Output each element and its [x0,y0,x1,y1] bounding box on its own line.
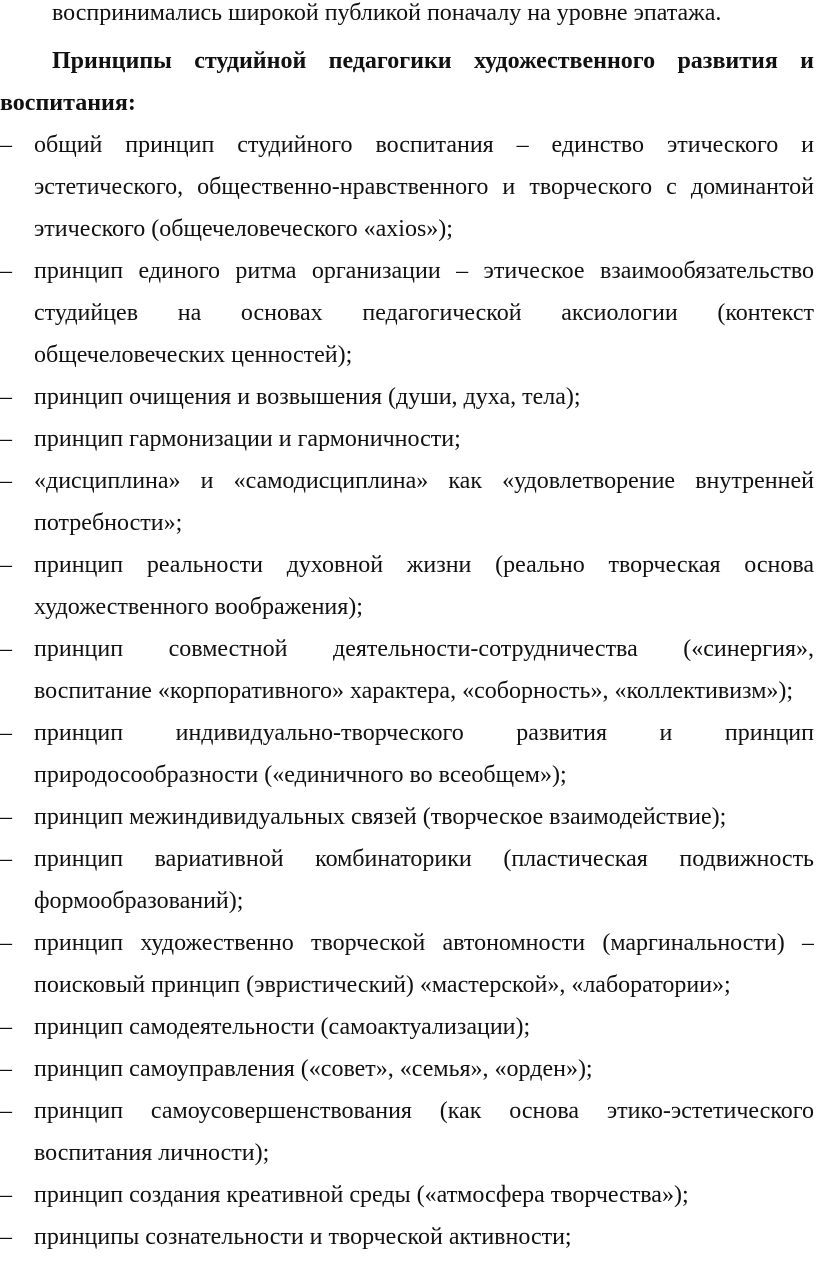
list-bullet-dash: – [0,1014,12,1040]
list-item [0,460,816,544]
list-bullet-dash: – [0,930,12,956]
list-item-line: принцип самоусовершенствования (как основа этико-эстетического [34,1098,814,1124]
section-heading-line-2: воспитания: [0,90,136,116]
list-item-line: воспитание «корпоративного» характера, «соборность», «коллективизм»); [34,678,794,704]
list-item-line: принцип реальности духовной жизни (реально творческая основа [34,552,814,578]
list-item-line: принцип самодеятельности (самоактуализации); [34,1014,531,1040]
list-bullet-dash: – [0,132,12,158]
list-item-line: принципы сознательности и творческой активности; [34,1224,572,1250]
list-item [0,418,816,460]
list-item-line: художественного воображения); [34,594,363,620]
list-item-line: принцип гармонизации и гармоничности; [34,426,461,452]
list-bullet-dash: – [0,468,12,494]
list-item-line: принцип единого ритма организации – этическое взаимообязательство [34,258,814,284]
list-bullet-dash: – [0,258,12,284]
list-item-line: воспитания личности); [34,1140,270,1166]
list-item-line: этического (общечеловеческого «axios»); [34,216,453,242]
list-item [0,1216,816,1258]
list-item [0,544,816,628]
list-item-line: эстетического, общественно-нравственного и творческого с доминантой [34,174,814,200]
section-heading-line-1: Принципы студийной педагогики художественного развития и [52,48,814,74]
list-item-line: формообразований); [34,888,244,914]
list-item-line: принцип создания креативной среды («атмосфера творчества»); [34,1182,689,1208]
list-item [0,712,816,796]
list-item-line: студийцев на основах педагогической аксиологии (контекст [34,300,814,326]
list-item-line: природосообразности («единичного во всеобщем»); [34,762,567,788]
section-heading [0,40,816,124]
list-item [0,922,816,1006]
list-bullet-dash: – [0,1224,12,1250]
list-item-line: принцип самоуправления («совет», «семья», «орден»); [34,1056,593,1082]
list-bullet-dash: – [0,1098,12,1124]
list-item [0,1174,816,1216]
list-item [0,376,816,418]
list-bullet-dash: – [0,1182,12,1208]
list-item-line: общечеловеческих ценностей); [34,342,353,368]
list-bullet-dash: – [0,552,12,578]
list-item-line: принцип межиндивидуальных связей (творческое взаимодействие); [34,804,727,830]
list-item-line: общий принцип студийного воспитания – единство этического и [34,132,814,158]
list-item-line: принцип совместной деятельности-сотрудничества («синергия», [34,636,814,662]
list-item [0,838,816,922]
list-bullet-dash: – [0,804,12,830]
list-item [0,124,816,250]
list-bullet-dash: – [0,636,12,662]
list-item [0,1048,816,1090]
list-bullet-dash: – [0,426,12,452]
list-item-line: принцип художественно творческой автономности (маргинальности) – [34,930,814,956]
list-item [0,250,816,376]
list-item [0,628,816,712]
principles-list [0,124,816,1258]
list-item-line: «дисциплина» и «самодисциплина» как «удовлетворение внутренней [34,468,814,494]
list-bullet-dash: – [0,1056,12,1082]
list-item-line: принцип индивидуально-творческого развития и принцип [34,720,814,746]
list-bullet-dash: – [0,720,12,746]
intro-line: воспринимались широкой публикой поначалу на уровне эпатажа. [52,0,722,26]
list-item [0,796,816,838]
list-item-line: принцип вариативной комбинаторики (пластическая подвижность [34,846,814,872]
list-item-line: поисковый принцип (эвристический) «мастерской», «лаборатории»; [34,972,731,998]
list-item [0,1006,816,1048]
list-item [0,1090,816,1174]
list-item-line: потребности»; [34,510,183,536]
list-bullet-dash: – [0,846,12,872]
list-item-line: принцип очищения и возвышения (души, духа, тела); [34,384,581,410]
list-bullet-dash: – [0,384,12,410]
